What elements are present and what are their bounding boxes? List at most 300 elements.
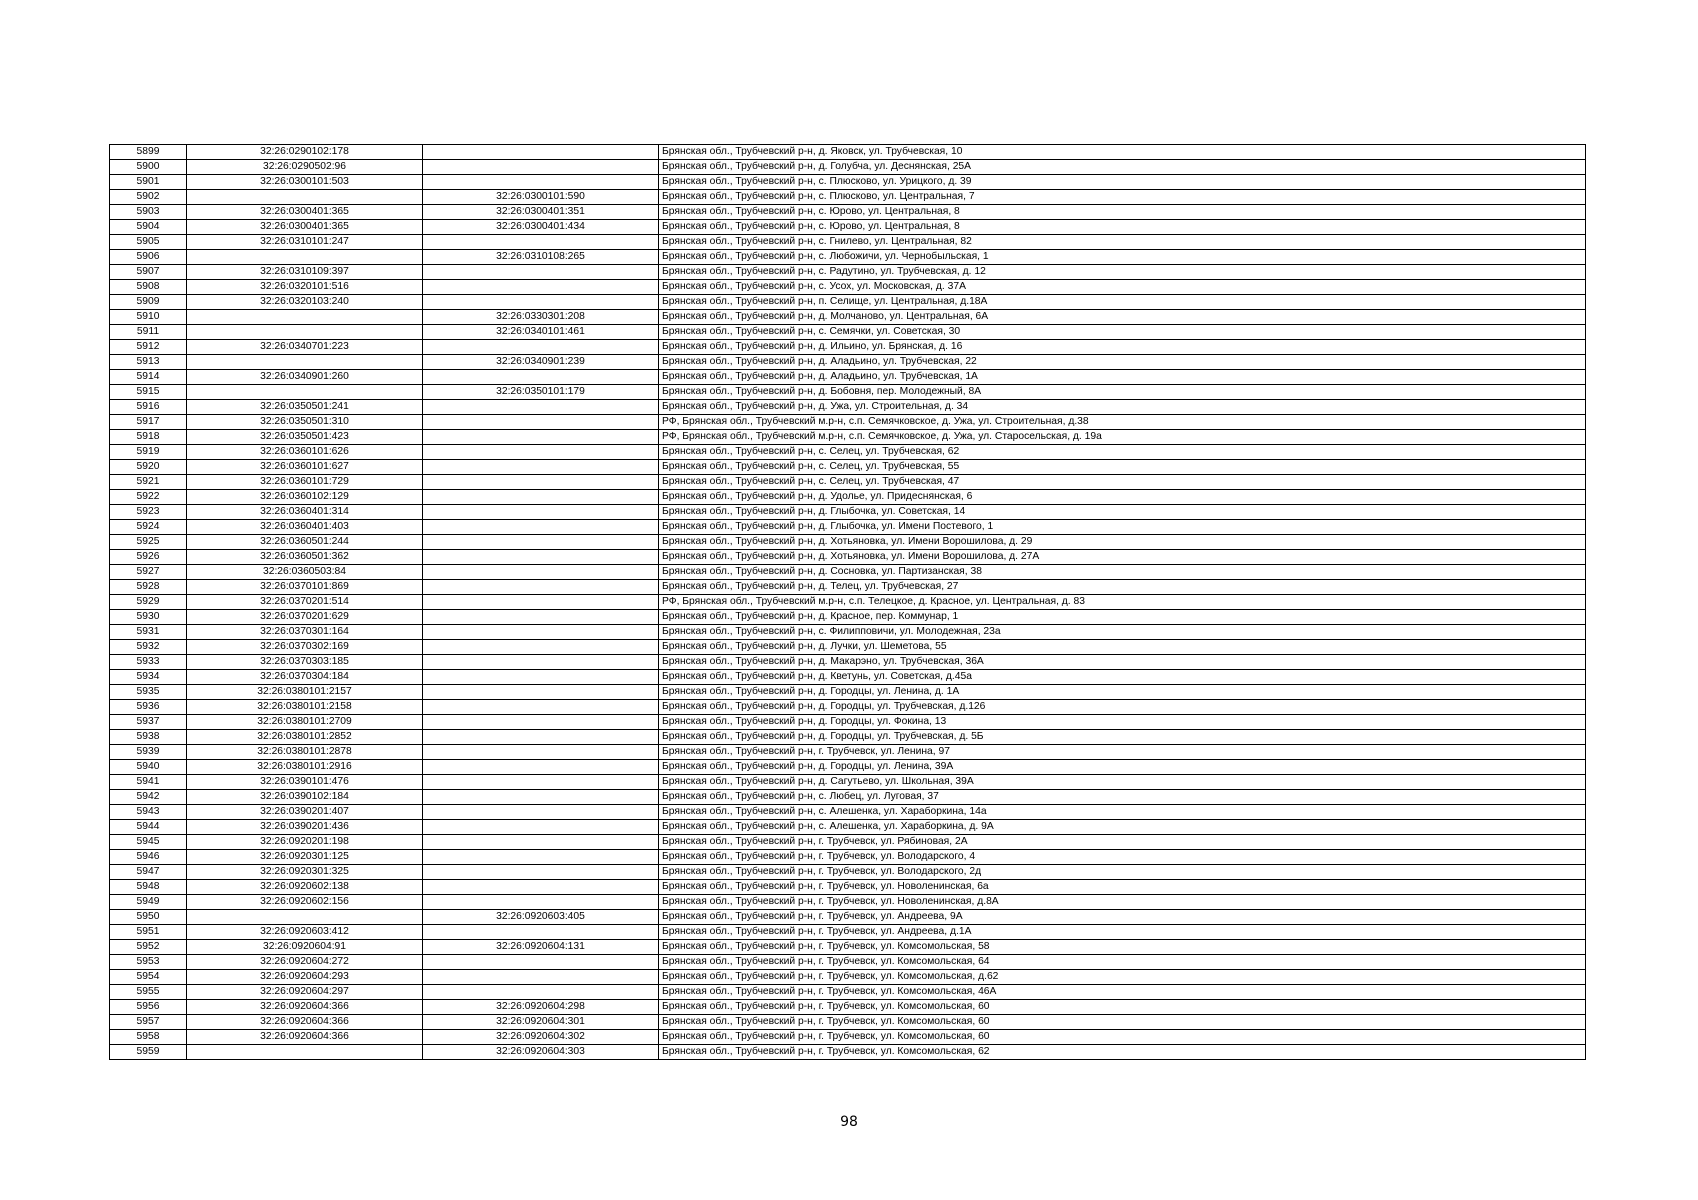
cadastral-number-cell: 32:26:0350501:423 xyxy=(187,430,423,445)
related-cadastral-number-cell xyxy=(423,565,659,580)
address-cell: Брянская обл., Трубчевский р-н, д. Городцы, ул. Трубчевская, д. 5Б xyxy=(659,730,1586,745)
cadastral-number-cell: 32:26:0340701:223 xyxy=(187,340,423,355)
cadastral-number-cell: 32:26:0360503:84 xyxy=(187,565,423,580)
cadastral-number-cell xyxy=(187,250,423,265)
cadastral-number-cell: 32:26:0370304:184 xyxy=(187,670,423,685)
address-cell: Брянская обл., Трубчевский р-н, г. Трубчевск, ул. Комсомольская, 60 xyxy=(659,1000,1586,1015)
related-cadastral-number-cell xyxy=(423,685,659,700)
table-row xyxy=(110,475,1586,490)
related-cadastral-number-cell xyxy=(423,430,659,445)
row-number-cell: 5910 xyxy=(110,310,187,325)
related-cadastral-number-cell: 32:26:0920604:298 xyxy=(423,1000,659,1015)
related-cadastral-number-cell xyxy=(423,895,659,910)
address-cell: Брянская обл., Трубчевский р-н, д. Городцы, ул. Фокина, 13 xyxy=(659,715,1586,730)
row-number-cell: 5916 xyxy=(110,400,187,415)
page-number: 98 xyxy=(840,1114,858,1130)
row-number-cell: 5919 xyxy=(110,445,187,460)
table-row xyxy=(110,580,1586,595)
cadastral-number-cell: 32:26:0920604:297 xyxy=(187,985,423,1000)
related-cadastral-number-cell: 32:26:0300401:351 xyxy=(423,205,659,220)
cadastral-number-cell: 32:26:0350501:241 xyxy=(187,400,423,415)
cadastral-number-cell: 32:26:0920301:125 xyxy=(187,850,423,865)
related-cadastral-number-cell xyxy=(423,490,659,505)
row-number-cell: 5920 xyxy=(110,460,187,475)
cadastral-number-cell xyxy=(187,910,423,925)
table-row xyxy=(110,385,1586,400)
row-number-cell: 5934 xyxy=(110,670,187,685)
table-row xyxy=(110,730,1586,745)
cadastral-number-cell: 32:26:0290502:96 xyxy=(187,160,423,175)
row-number-cell: 5907 xyxy=(110,265,187,280)
cadastral-number-cell: 32:26:0920604:91 xyxy=(187,940,423,955)
address-cell: Брянская обл., Трубчевский р-н, г. Трубчевск, ул. Комсомольская, 62 xyxy=(659,1045,1586,1060)
cadastral-number-cell: 32:26:0920603:412 xyxy=(187,925,423,940)
table-row xyxy=(110,325,1586,340)
table-row xyxy=(110,535,1586,550)
row-number-cell: 5955 xyxy=(110,985,187,1000)
table-row xyxy=(110,850,1586,865)
address-cell: Брянская обл., Трубчевский р-н, д. Аладьино, ул. Трубчевская, 1А xyxy=(659,370,1586,385)
cadastral-number-cell: 32:26:0380101:2916 xyxy=(187,760,423,775)
cadastral-number-cell: 32:26:0300101:503 xyxy=(187,175,423,190)
row-number-cell: 5903 xyxy=(110,205,187,220)
related-cadastral-number-cell xyxy=(423,550,659,565)
address-cell: Брянская обл., Трубчевский р-н, с. Радутино, ул. Трубчевская, д. 12 xyxy=(659,265,1586,280)
address-cell: Брянская обл., Трубчевский р-н, г. Трубчевск, ул. Комсомольская, 46А xyxy=(659,985,1586,1000)
table-row xyxy=(110,955,1586,970)
table-row xyxy=(110,835,1586,850)
related-cadastral-number-cell: 32:26:0920604:131 xyxy=(423,940,659,955)
related-cadastral-number-cell: 32:26:0330301:208 xyxy=(423,310,659,325)
row-number-cell: 5904 xyxy=(110,220,187,235)
related-cadastral-number-cell xyxy=(423,955,659,970)
related-cadastral-number-cell xyxy=(423,730,659,745)
cadastral-number-cell: 32:26:0920602:138 xyxy=(187,880,423,895)
row-number-cell: 5905 xyxy=(110,235,187,250)
address-cell: Брянская обл., Трубчевский р-н, с. Любожичи, ул. Чернобыльская, 1 xyxy=(659,250,1586,265)
row-number-cell: 5925 xyxy=(110,535,187,550)
row-number-cell: 5957 xyxy=(110,1015,187,1030)
table-row xyxy=(110,880,1586,895)
cadastral-number-cell: 32:26:0380101:2878 xyxy=(187,745,423,760)
row-number-cell: 5926 xyxy=(110,550,187,565)
cadastral-number-cell: 32:26:0360501:244 xyxy=(187,535,423,550)
cadastral-number-cell: 32:26:0370201:514 xyxy=(187,595,423,610)
related-cadastral-number-cell xyxy=(423,265,659,280)
table-row xyxy=(110,250,1586,265)
row-number-cell: 5936 xyxy=(110,700,187,715)
row-number-cell: 5917 xyxy=(110,415,187,430)
table-row xyxy=(110,640,1586,655)
table-row xyxy=(110,700,1586,715)
address-cell: Брянская обл., Трубчевский р-н, г. Трубчевск, ул. Рябиновая, 2А xyxy=(659,835,1586,850)
address-cell: РФ, Брянская обл., Трубчевский м.р-н, с.п. Семячковское, д. Ужа, ул. Старосельская, д. 19а xyxy=(659,430,1586,445)
row-number-cell: 5953 xyxy=(110,955,187,970)
address-cell: Брянская обл., Трубчевский р-н, д. Глыбочка, ул. Советская, 14 xyxy=(659,505,1586,520)
address-cell: Брянская обл., Трубчевский р-н, д. Городцы, ул. Ленина, д. 1А xyxy=(659,685,1586,700)
table-row xyxy=(110,430,1586,445)
row-number-cell: 5908 xyxy=(110,280,187,295)
registry-table xyxy=(109,144,1586,1060)
cadastral-number-cell: 32:26:0380101:2157 xyxy=(187,685,423,700)
cadastral-number-cell: 32:26:0920602:156 xyxy=(187,895,423,910)
address-cell: Брянская обл., Трубчевский р-н, д. Бобовня, пер. Молодежный, 8А xyxy=(659,385,1586,400)
table-row xyxy=(110,460,1586,475)
table-row xyxy=(110,805,1586,820)
related-cadastral-number-cell: 32:26:0920604:302 xyxy=(423,1030,659,1045)
row-number-cell: 5912 xyxy=(110,340,187,355)
address-cell: Брянская обл., Трубчевский р-н, г. Трубчевск, ул. Комсомольская, 60 xyxy=(659,1030,1586,1045)
related-cadastral-number-cell xyxy=(423,340,659,355)
cadastral-number-cell: 32:26:0360401:314 xyxy=(187,505,423,520)
cadastral-number-cell: 32:26:0370101:869 xyxy=(187,580,423,595)
row-number-cell: 5900 xyxy=(110,160,187,175)
table-row xyxy=(110,595,1586,610)
related-cadastral-number-cell: 32:26:0920604:303 xyxy=(423,1045,659,1060)
table-row xyxy=(110,265,1586,280)
table-row xyxy=(110,235,1586,250)
address-cell: Брянская обл., Трубчевский р-н, д. Молчаново, ул. Центральная, 6А xyxy=(659,310,1586,325)
table-row xyxy=(110,220,1586,235)
related-cadastral-number-cell xyxy=(423,370,659,385)
table-row xyxy=(110,505,1586,520)
row-number-cell: 5923 xyxy=(110,505,187,520)
related-cadastral-number-cell xyxy=(423,970,659,985)
table-row xyxy=(110,295,1586,310)
row-number-cell: 5940 xyxy=(110,760,187,775)
address-cell: Брянская обл., Трубчевский р-н, д. Голубча, ул. Деснянская, 25А xyxy=(659,160,1586,175)
related-cadastral-number-cell xyxy=(423,520,659,535)
address-cell: Брянская обл., Трубчевский р-н, с. Алешенка, ул. Хараборкина, 14а xyxy=(659,805,1586,820)
cadastral-number-cell: 32:26:0370201:629 xyxy=(187,610,423,625)
related-cadastral-number-cell xyxy=(423,415,659,430)
address-cell: Брянская обл., Трубчевский р-н, д. Хотьяновка, ул. Имени Ворошилова, д. 29 xyxy=(659,535,1586,550)
row-number-cell: 5951 xyxy=(110,925,187,940)
address-cell: Брянская обл., Трубчевский р-н, г. Трубчевск, ул. Андреева, 9А xyxy=(659,910,1586,925)
table-row xyxy=(110,340,1586,355)
related-cadastral-number-cell: 32:26:0920604:301 xyxy=(423,1015,659,1030)
address-cell: Брянская обл., Трубчевский р-н, д. Городцы, ул. Трубчевская, д.126 xyxy=(659,700,1586,715)
table-row xyxy=(110,895,1586,910)
row-number-cell: 5901 xyxy=(110,175,187,190)
table-row xyxy=(110,565,1586,580)
cadastral-number-cell: 32:26:0370301:164 xyxy=(187,625,423,640)
row-number-cell: 5922 xyxy=(110,490,187,505)
address-cell: Брянская обл., Трубчевский р-н, д. Ильино, ул. Брянская, д. 16 xyxy=(659,340,1586,355)
related-cadastral-number-cell xyxy=(423,745,659,760)
address-cell: Брянская обл., Трубчевский р-н, д. Красное, пер. Коммунар, 1 xyxy=(659,610,1586,625)
row-number-cell: 5938 xyxy=(110,730,187,745)
address-cell: Брянская обл., Трубчевский р-н, п. Селище, ул. Центральная, д.18А xyxy=(659,295,1586,310)
address-cell: РФ, Брянская обл., Трубчевский м.р-н, с.п. Семячковское, д. Ужа, ул. Строительная, д.38 xyxy=(659,415,1586,430)
table-row xyxy=(110,745,1586,760)
row-number-cell: 5928 xyxy=(110,580,187,595)
table-row xyxy=(110,415,1586,430)
row-number-cell: 5958 xyxy=(110,1030,187,1045)
cadastral-number-cell: 32:26:0320103:240 xyxy=(187,295,423,310)
table-row xyxy=(110,925,1586,940)
table-row xyxy=(110,1045,1586,1060)
row-number-cell: 5954 xyxy=(110,970,187,985)
related-cadastral-number-cell: 32:26:0300401:434 xyxy=(423,220,659,235)
table-row xyxy=(110,625,1586,640)
related-cadastral-number-cell xyxy=(423,925,659,940)
address-cell: Брянская обл., Трубчевский р-н, д. Яковск, ул. Трубчевская, 10 xyxy=(659,145,1586,160)
table-row xyxy=(110,145,1586,160)
related-cadastral-number-cell: 32:26:0350101:179 xyxy=(423,385,659,400)
cadastral-number-cell: 32:26:0360102:129 xyxy=(187,490,423,505)
cadastral-number-cell: 32:26:0370302:169 xyxy=(187,640,423,655)
row-number-cell: 5921 xyxy=(110,475,187,490)
address-cell: Брянская обл., Трубчевский р-н, с. Плюсково, ул. Урицкого, д. 39 xyxy=(659,175,1586,190)
related-cadastral-number-cell xyxy=(423,850,659,865)
row-number-cell: 5902 xyxy=(110,190,187,205)
address-cell: Брянская обл., Трубчевский р-н, д. Кветунь, ул. Советская, д.45а xyxy=(659,670,1586,685)
address-cell: Брянская обл., Трубчевский р-н, с. Алешенка, ул. Хараборкина, д. 9А xyxy=(659,820,1586,835)
cadastral-number-cell: 32:26:0370303:185 xyxy=(187,655,423,670)
related-cadastral-number-cell xyxy=(423,775,659,790)
cadastral-number-cell xyxy=(187,1045,423,1060)
cadastral-number-cell: 32:26:0360101:626 xyxy=(187,445,423,460)
cadastral-number-cell xyxy=(187,190,423,205)
address-cell: Брянская обл., Трубчевский р-н, с. Селец, ул. Трубчевская, 62 xyxy=(659,445,1586,460)
address-cell: Брянская обл., Трубчевский р-н, г. Трубчевск, ул. Володарского, 2д xyxy=(659,865,1586,880)
row-number-cell: 5913 xyxy=(110,355,187,370)
row-number-cell: 5945 xyxy=(110,835,187,850)
cadastral-number-cell xyxy=(187,325,423,340)
table-row xyxy=(110,820,1586,835)
table-row xyxy=(110,940,1586,955)
related-cadastral-number-cell xyxy=(423,535,659,550)
table-row xyxy=(110,1030,1586,1045)
table-row xyxy=(110,985,1586,1000)
table-row xyxy=(110,445,1586,460)
address-cell: Брянская обл., Трубчевский р-н, с. Юрово, ул. Центральная, 8 xyxy=(659,205,1586,220)
cadastral-number-cell: 32:26:0920201:198 xyxy=(187,835,423,850)
related-cadastral-number-cell xyxy=(423,505,659,520)
address-cell: Брянская обл., Трубчевский р-н, с. Плюсково, ул. Центральная, 7 xyxy=(659,190,1586,205)
table-row xyxy=(110,175,1586,190)
related-cadastral-number-cell xyxy=(423,580,659,595)
row-number-cell: 5933 xyxy=(110,655,187,670)
address-cell: Брянская обл., Трубчевский р-н, д. Ужа, ул. Строительная, д. 34 xyxy=(659,400,1586,415)
related-cadastral-number-cell xyxy=(423,670,659,685)
cadastral-number-cell: 32:26:0340901:260 xyxy=(187,370,423,385)
cadastral-number-cell: 32:26:0320101:516 xyxy=(187,280,423,295)
related-cadastral-number-cell xyxy=(423,820,659,835)
address-cell: Брянская обл., Трубчевский р-н, с. Любец, ул. Луговая, 37 xyxy=(659,790,1586,805)
related-cadastral-number-cell xyxy=(423,460,659,475)
table-row xyxy=(110,310,1586,325)
row-number-cell: 5930 xyxy=(110,610,187,625)
address-cell: Брянская обл., Трубчевский р-н, д. Аладьино, ул. Трубчевская, 22 xyxy=(659,355,1586,370)
address-cell: Брянская обл., Трубчевский р-н, г. Трубчевск, ул. Комсомольская, 60 xyxy=(659,1015,1586,1030)
row-number-cell: 5941 xyxy=(110,775,187,790)
row-number-cell: 5946 xyxy=(110,850,187,865)
cadastral-number-cell: 32:26:0310109:397 xyxy=(187,265,423,280)
related-cadastral-number-cell xyxy=(423,280,659,295)
address-cell: Брянская обл., Трубчевский р-н, д. Сосновка, ул. Партизанская, 38 xyxy=(659,565,1586,580)
table-row xyxy=(110,490,1586,505)
row-number-cell: 5909 xyxy=(110,295,187,310)
cadastral-number-cell xyxy=(187,355,423,370)
address-cell: Брянская обл., Трубчевский р-н, г. Трубчевск, ул. Новоленинская, 6а xyxy=(659,880,1586,895)
row-number-cell: 5911 xyxy=(110,325,187,340)
address-cell: Брянская обл., Трубчевский р-н, д. Глыбочка, ул. Имени Постевого, 1 xyxy=(659,520,1586,535)
table-row xyxy=(110,685,1586,700)
cadastral-number-cell: 32:26:0920604:366 xyxy=(187,1000,423,1015)
address-cell: Брянская обл., Трубчевский р-н, с. Селец, ул. Трубчевская, 47 xyxy=(659,475,1586,490)
cadastral-number-cell: 32:26:0920604:366 xyxy=(187,1015,423,1030)
related-cadastral-number-cell: 32:26:0920603:405 xyxy=(423,910,659,925)
table-row xyxy=(110,280,1586,295)
cadastral-number-cell: 32:26:0360501:362 xyxy=(187,550,423,565)
address-cell: Брянская обл., Трубчевский р-н, д. Хотьяновка, ул. Имени Ворошилова, д. 27А xyxy=(659,550,1586,565)
cadastral-number-cell: 32:26:0360401:403 xyxy=(187,520,423,535)
row-number-cell: 5935 xyxy=(110,685,187,700)
cadastral-number-cell: 32:26:0360101:729 xyxy=(187,475,423,490)
row-number-cell: 5899 xyxy=(110,145,187,160)
related-cadastral-number-cell xyxy=(423,715,659,730)
address-cell: Брянская обл., Трубчевский р-н, г. Трубчевск, ул. Комсомольская, 58 xyxy=(659,940,1586,955)
row-number-cell: 5942 xyxy=(110,790,187,805)
cadastral-number-cell: 32:26:0300401:365 xyxy=(187,220,423,235)
related-cadastral-number-cell xyxy=(423,145,659,160)
row-number-cell: 5952 xyxy=(110,940,187,955)
cadastral-number-cell: 32:26:0920604:272 xyxy=(187,955,423,970)
row-number-cell: 5947 xyxy=(110,865,187,880)
table-row xyxy=(110,790,1586,805)
related-cadastral-number-cell xyxy=(423,835,659,850)
table-row xyxy=(110,160,1586,175)
address-cell: Брянская обл., Трубчевский р-н, с. Юрово, ул. Центральная, 8 xyxy=(659,220,1586,235)
address-cell: Брянская обл., Трубчевский р-н, д. Сагутьево, ул. Школьная, 39А xyxy=(659,775,1586,790)
related-cadastral-number-cell: 32:26:0340901:239 xyxy=(423,355,659,370)
cadastral-number-cell: 32:26:0390102:184 xyxy=(187,790,423,805)
related-cadastral-number-cell xyxy=(423,640,659,655)
cadastral-number-cell xyxy=(187,385,423,400)
table-row xyxy=(110,550,1586,565)
address-cell: РФ, Брянская обл., Трубчевский м.р-н, с.п. Телецкое, д. Красное, ул. Центральная, д. 83 xyxy=(659,595,1586,610)
row-number-cell: 5937 xyxy=(110,715,187,730)
table-row xyxy=(110,865,1586,880)
row-number-cell: 5959 xyxy=(110,1045,187,1060)
row-number-cell: 5924 xyxy=(110,520,187,535)
address-cell: Брянская обл., Трубчевский р-н, д. Макарэно, ул. Трубчевская, 36А xyxy=(659,655,1586,670)
address-cell: Брянская обл., Трубчевский р-н, с. Селец, ул. Трубчевская, 55 xyxy=(659,460,1586,475)
row-number-cell: 5906 xyxy=(110,250,187,265)
related-cadastral-number-cell xyxy=(423,700,659,715)
cadastral-number-cell xyxy=(187,310,423,325)
table-row xyxy=(110,370,1586,385)
cadastral-number-cell: 32:26:0300401:365 xyxy=(187,205,423,220)
row-number-cell: 5948 xyxy=(110,880,187,895)
cadastral-number-cell: 32:26:0390101:476 xyxy=(187,775,423,790)
table-row xyxy=(110,715,1586,730)
table-row xyxy=(110,610,1586,625)
row-number-cell: 5950 xyxy=(110,910,187,925)
related-cadastral-number-cell xyxy=(423,790,659,805)
cadastral-number-cell: 32:26:0390201:436 xyxy=(187,820,423,835)
table-row xyxy=(110,775,1586,790)
table-row xyxy=(110,1015,1586,1030)
row-number-cell: 5956 xyxy=(110,1000,187,1015)
related-cadastral-number-cell xyxy=(423,655,659,670)
address-cell: Брянская обл., Трубчевский р-н, с. Гнилево, ул. Центральная, 82 xyxy=(659,235,1586,250)
cadastral-number-cell: 32:26:0380101:2852 xyxy=(187,730,423,745)
address-cell: Брянская обл., Трубчевский р-н, с. Семячки, ул. Советская, 30 xyxy=(659,325,1586,340)
cadastral-number-cell: 32:26:0290102:178 xyxy=(187,145,423,160)
cadastral-number-cell: 32:26:0380101:2709 xyxy=(187,715,423,730)
related-cadastral-number-cell xyxy=(423,985,659,1000)
row-number-cell: 5943 xyxy=(110,805,187,820)
address-cell: Брянская обл., Трубчевский р-н, г. Трубчевск, ул. Комсомольская, 64 xyxy=(659,955,1586,970)
cadastral-number-cell: 32:26:0360101:627 xyxy=(187,460,423,475)
table-row xyxy=(110,910,1586,925)
related-cadastral-number-cell xyxy=(423,400,659,415)
row-number-cell: 5949 xyxy=(110,895,187,910)
related-cadastral-number-cell: 32:26:0340101:461 xyxy=(423,325,659,340)
related-cadastral-number-cell xyxy=(423,880,659,895)
address-cell: Брянская обл., Трубчевский р-н, д. Удолье, ул. Придеснянская, 6 xyxy=(659,490,1586,505)
related-cadastral-number-cell xyxy=(423,445,659,460)
address-cell: Брянская обл., Трубчевский р-н, д. Телец, ул. Трубчевская, 27 xyxy=(659,580,1586,595)
related-cadastral-number-cell xyxy=(423,805,659,820)
related-cadastral-number-cell xyxy=(423,595,659,610)
related-cadastral-number-cell xyxy=(423,625,659,640)
table-row xyxy=(110,400,1586,415)
address-cell: Брянская обл., Трубчевский р-н, г. Трубчевск, ул. Комсомольская, д.62 xyxy=(659,970,1586,985)
table-row xyxy=(110,970,1586,985)
cadastral-number-cell: 32:26:0920301:325 xyxy=(187,865,423,880)
table-row xyxy=(110,520,1586,535)
row-number-cell: 5932 xyxy=(110,640,187,655)
table-row xyxy=(110,670,1586,685)
address-cell: Брянская обл., Трубчевский р-н, г. Трубчевск, ул. Володарского, 4 xyxy=(659,850,1586,865)
address-cell: Брянская обл., Трубчевский р-н, г. Трубчевск, ул. Ленина, 97 xyxy=(659,745,1586,760)
row-number-cell: 5927 xyxy=(110,565,187,580)
registry-table-body xyxy=(110,145,1586,1060)
cadastral-number-cell: 32:26:0380101:2158 xyxy=(187,700,423,715)
table-row xyxy=(110,655,1586,670)
table-row xyxy=(110,1000,1586,1015)
related-cadastral-number-cell xyxy=(423,760,659,775)
row-number-cell: 5918 xyxy=(110,430,187,445)
cadastral-number-cell: 32:26:0310101:247 xyxy=(187,235,423,250)
related-cadastral-number-cell xyxy=(423,475,659,490)
related-cadastral-number-cell xyxy=(423,610,659,625)
table-row xyxy=(110,205,1586,220)
address-cell: Брянская обл., Трубчевский р-н, с. Усох, ул. Московская, д. 37А xyxy=(659,280,1586,295)
cadastral-number-cell: 32:26:0920604:293 xyxy=(187,970,423,985)
address-cell: Брянская обл., Трубчевский р-н, д. Городцы, ул. Ленина, 39А xyxy=(659,760,1586,775)
row-number-cell: 5914 xyxy=(110,370,187,385)
address-cell: Брянская обл., Трубчевский р-н, г. Трубчевск, ул. Новоленинская, д.8А xyxy=(659,895,1586,910)
row-number-cell: 5939 xyxy=(110,745,187,760)
related-cadastral-number-cell xyxy=(423,235,659,250)
table-row xyxy=(110,760,1586,775)
cadastral-number-cell: 32:26:0390201:407 xyxy=(187,805,423,820)
related-cadastral-number-cell: 32:26:0310108:265 xyxy=(423,250,659,265)
address-cell: Брянская обл., Трубчевский р-н, г. Трубчевск, ул. Андреева, д.1А xyxy=(659,925,1586,940)
row-number-cell: 5931 xyxy=(110,625,187,640)
related-cadastral-number-cell xyxy=(423,295,659,310)
table-row xyxy=(110,355,1586,370)
related-cadastral-number-cell xyxy=(423,160,659,175)
row-number-cell: 5929 xyxy=(110,595,187,610)
address-cell: Брянская обл., Трубчевский р-н, с. Филипповичи, ул. Молодежная, 23а xyxy=(659,625,1586,640)
related-cadastral-number-cell: 32:26:0300101:590 xyxy=(423,190,659,205)
